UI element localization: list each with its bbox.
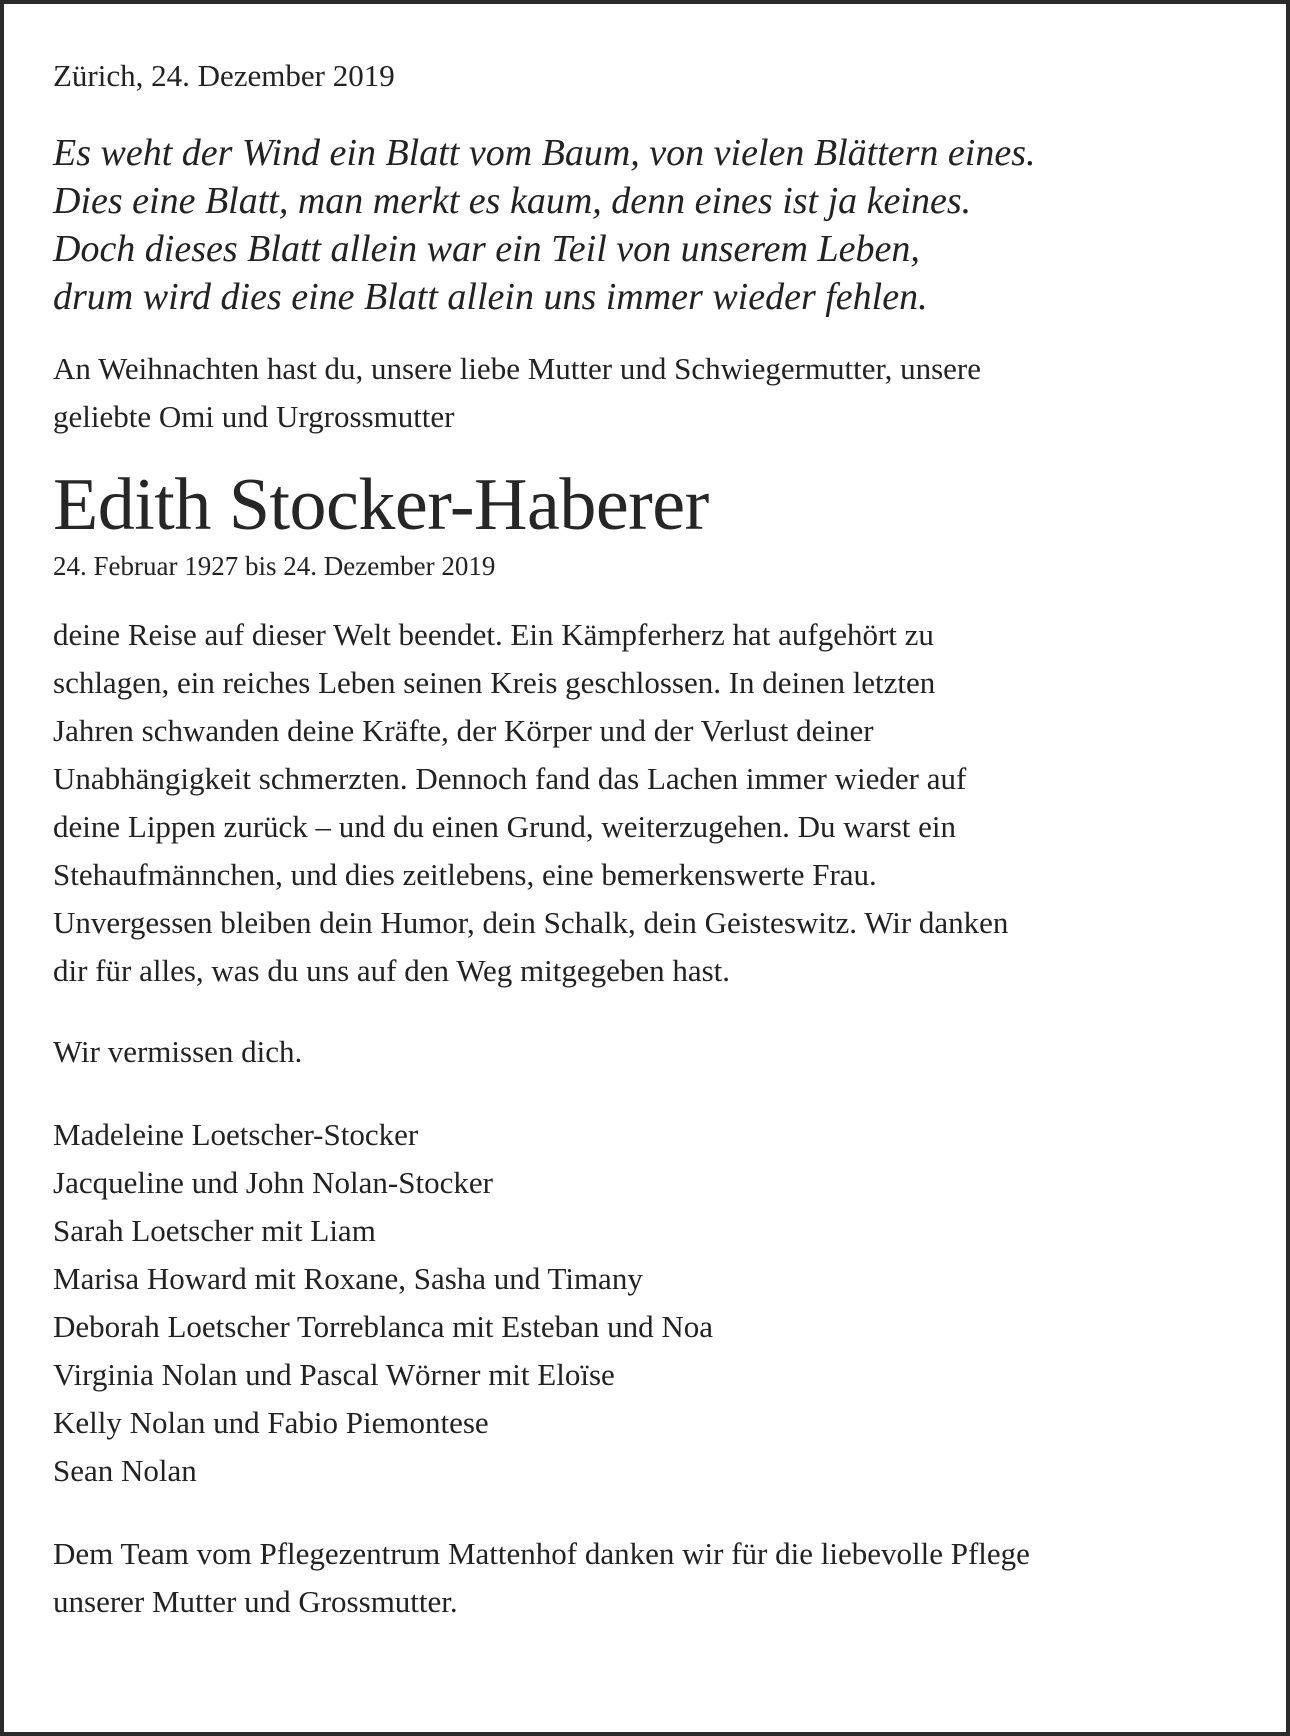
- life-dates: 24. Februar 1927 bis 24. Dezember 2019: [53, 551, 496, 581]
- body-line: deine Reise auf dieser Welt beendet. Ein Kämpferherz hat aufgehört zu: [53, 617, 934, 652]
- intro-line: An Weihnachten hast du, unsere liebe Mutter und Schwiegermutter, unsere: [53, 351, 982, 386]
- poem-line: Es weht der Wind ein Blatt vom Baum, von vielen Blättern eines.: [53, 132, 1036, 174]
- poem: [53, 129, 1263, 321]
- family-member: Deborah Loetscher Torreblanca mit Esteban und Noa: [53, 1309, 714, 1344]
- body-line: schlagen, ein reiches Leben seinen Kreis geschlossen. In deinen letzten: [53, 665, 936, 700]
- poem-line: drum wird dies eine Blatt allein uns immer wieder fehlen.: [53, 276, 928, 318]
- family-list: [53, 1111, 1263, 1495]
- body-line: Jahren schwanden deine Kräfte, der Körper und der Verlust deiner: [53, 713, 874, 748]
- family-member: Sarah Loetscher mit Liam: [53, 1213, 376, 1248]
- body-line: Unvergessen bleiben dein Humor, dein Schalk, dein Geisteswitz. Wir danken: [53, 905, 1009, 940]
- miss-line: Wir vermissen dich.: [53, 1034, 303, 1069]
- body-text: [53, 611, 1263, 995]
- family-member: Madeleine Loetscher-Stocker: [53, 1117, 419, 1152]
- poem-line: Doch dieses Blatt allein war ein Teil von unserem Leben,: [53, 228, 920, 270]
- thanks-text: [53, 1530, 1263, 1626]
- thanks-line: unserer Mutter und Grossmutter.: [53, 1584, 458, 1619]
- family-member: Virginia Nolan und Pascal Wörner mit Eloïse: [53, 1357, 615, 1392]
- family-member: Jacqueline und John Nolan-Stocker: [53, 1165, 493, 1200]
- obituary-content: [53, 56, 1263, 1626]
- family-member: Kelly Nolan und Fabio Piemontese: [53, 1405, 489, 1440]
- body-line: dir für alles, was du uns auf den Weg mitgegeben hast.: [53, 953, 731, 988]
- place-date: Zürich, 24. Dezember 2019: [53, 58, 395, 93]
- body-line: Stehaufmännchen, und dies zeitlebens, eine bemerkenswerte Frau.: [53, 857, 877, 892]
- family-member: Sean Nolan: [53, 1453, 197, 1488]
- deceased-name: Edith Stocker-Haberer: [53, 464, 709, 546]
- body-line: deine Lippen zurück – und du einen Grund, weiterzugehen. Du warst ein: [53, 809, 957, 844]
- intro-line: geliebte Omi und Urgrossmutter: [53, 399, 455, 434]
- thanks-line: Dem Team vom Pflegezentrum Mattenhof danken wir für die liebevolle Pflege: [53, 1536, 1030, 1571]
- intro-text: [53, 345, 1263, 441]
- poem-line: Dies eine Blatt, man merkt es kaum, denn eines ist ja keines.: [53, 180, 972, 222]
- body-line: Unabhängigkeit schmerzten. Dennoch fand das Lachen immer wieder auf: [53, 761, 967, 796]
- family-member: Marisa Howard mit Roxane, Sasha und Timany: [53, 1261, 643, 1296]
